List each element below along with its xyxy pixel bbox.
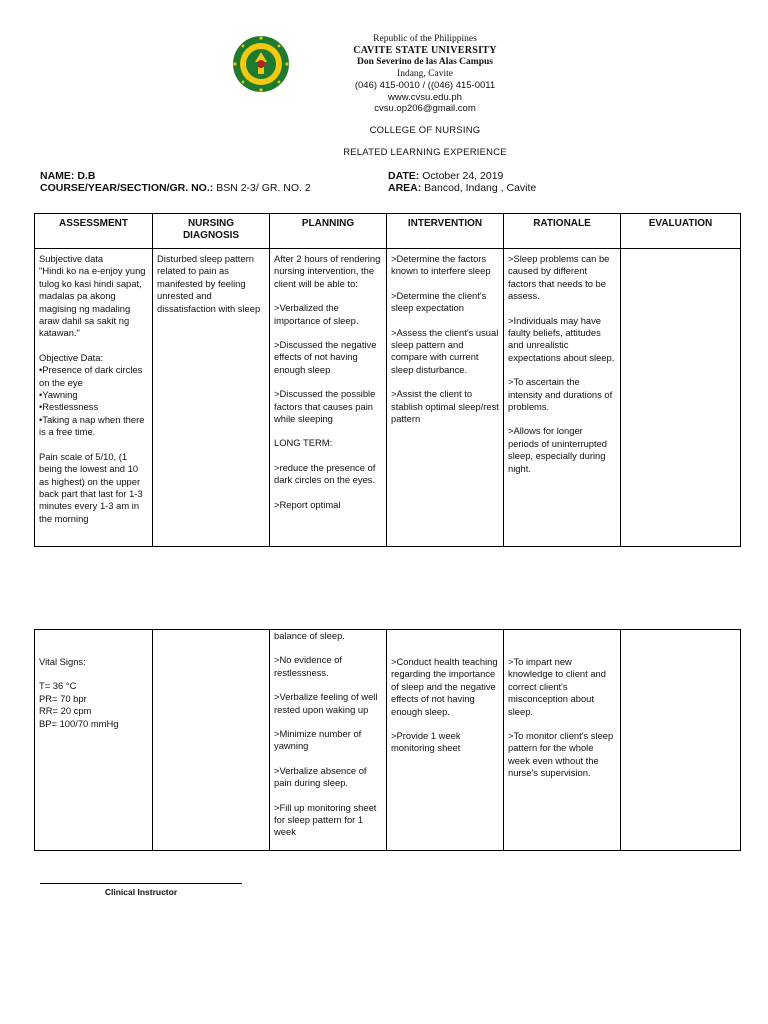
planning-item: >Verbalize feeling of well rested upon waking up [274,691,378,715]
document-title: RELATED LEARNING EXPERIENCE [343,147,507,158]
objective-item: •Taking a nap when there is a free time. [39,413,145,438]
planning-cell [270,630,387,851]
rationale-item: >To impart new knowledge to client and correct client's misconception about sleep. [508,656,606,717]
rationale-cell [504,630,621,851]
planning-item: >Discussed the possible factors that causes pain while sleeping [274,388,376,425]
header-phone: (046) 415-0010 / ((046) 415-0011 [354,80,496,91]
signature-line [40,883,242,884]
vital-blood-pressure: BP= 100/70 mmHg [39,717,119,729]
table-row [35,249,741,547]
header-university: CAVITE STATE UNIVERSITY [353,45,497,56]
pain-scale-text: Pain scale of 5/10, (1 being the lowest and 10 as highest) on the upper back part that last for 1-3 minutes every 1-3 am in the morning [39,450,143,524]
objective-item: •Yawning [39,389,78,401]
col-intervention: INTERVENTION [387,214,504,249]
rationale-item: >To ascertain the intensity and durations of problems. [508,376,613,413]
diagnosis-cell [153,630,270,851]
planning-item: >reduce the presence of dark circles on the eyes. [274,461,376,486]
intervention-item: >Determine the factors known to interfere sleep [391,253,491,277]
care-plan-table-page1 [34,213,741,547]
area-label: AREA: [388,182,422,194]
col-rationale: RATIONALE [504,214,621,249]
planning-item: balance of sleep. [274,630,345,641]
rationale-item: >Individuals may have faulty beliefs, attitudes and unrealistic expectations about sleep. [508,314,615,363]
area-value: Bancod, Indang , Cavite [424,182,537,194]
rationale-cell [504,249,621,547]
col-assessment: ASSESSMENT [35,214,153,249]
vital-respiratory-rate: RR= 20 cpm [39,705,92,717]
clinical-instructor-label: Clinical Instructor [104,887,178,897]
care-plan-table-page2 [34,629,741,851]
planning-item: >Report optimal [274,498,341,510]
evaluation-cell [621,249,741,547]
col-diagnosis-line2: DIAGNOSIS [182,230,240,241]
diagnosis-text: Disturbed sleep pattern related to pain as manifested by feeling unrested and dissatisfaction with sleep [157,253,261,314]
planning-item: >Verbalize absence of pain during sleep. [274,764,367,789]
header-website: www.cvsu.edu.ph [388,92,462,103]
date-line [388,170,503,182]
evaluation-cell [621,630,741,851]
name-label: NAME: [40,170,75,182]
header-country: Republic of the Philippines [373,34,477,44]
planning-item: After 2 hours of rendering nursing intervention, the client will be able to: [274,253,381,289]
table-row [35,630,741,851]
subjective-label: Subjective data [39,253,104,264]
assessment-cell [35,630,153,851]
vital-signs-label: Vital Signs: [39,656,86,667]
rationale-item: >To monitor client's sleep pattern for the whole week even wthout the nurse's supervision. [508,730,614,779]
planning-item: >Discussed the negative effects of not having enough sleep [274,339,377,375]
vital-temperature: T= 36 °C [39,680,77,692]
objective-item: •Restlessness [39,401,99,413]
course-value: BSN 2-3/ GR. NO. 2 [216,182,311,194]
name-value: D.B [77,170,96,182]
col-evaluation: EVALUATION [621,214,741,249]
course-label: COURSE/YEAR/SECTION/GR. NO.: [40,182,214,194]
intervention-item: >Determine the client's sleep expectation [391,289,487,314]
vital-pulse-rate: PR= 70 bpr [39,692,87,704]
intervention-item: >Provide 1 week monitoring sheet [391,730,461,754]
intervention-cell [387,249,504,547]
header-email: cvsu.op206@gmail.com [374,103,476,114]
diagnosis-cell [153,249,270,547]
col-planning: PLANNING [270,214,387,249]
assessment-cell [35,249,153,547]
planning-item: >No evidence of restlessness. [274,654,343,678]
planning-item: >Verbalized the importance of sleep. [274,302,359,326]
header-town: Indang, Cavite [397,69,453,79]
intervention-item: >Assess the client's usual sleep pattern and compare with current sleep disturbance. [391,326,499,375]
objective-item: •Presence of dark circles on the eye [39,364,143,388]
subjective-quote: "Hindi ko na e-enjoy yung tulog ko kasi hindi sapat, madalas pa akong magising ng madaling araw dahil sa sakit ng katawan." [39,265,146,339]
planning-item: >Fill up monitoring sheet for sleep pattern for 1 week [274,801,377,838]
objective-label: Objective Data: [39,351,104,363]
name-line [40,170,95,182]
planning-item: >Minimize number of yawning [274,728,362,752]
area-line [388,182,536,194]
intervention-cell [387,630,504,851]
date-label: DATE: [388,170,420,182]
planning-item: LONG TERM: [274,437,333,449]
col-diagnosis-line1: NURSING [187,218,235,229]
intervention-item: >Conduct health teaching regarding the importance of sleep and the negative effects of not having enough sleep. [391,656,498,717]
course-line [40,182,311,194]
college-name: COLLEGE OF NURSING [369,125,481,136]
rationale-item: >Sleep problems can be caused by different factors that needs to be assess. [508,253,610,302]
planning-cell [270,249,387,547]
intervention-item: >Assist the client to stablish optimal sleep/rest pattern [391,388,499,425]
table-header-row [35,214,741,249]
col-nursing-diagnosis [153,214,270,249]
date-value: October 24, 2019 [422,170,504,182]
header-campus: Don Severino de las Alas Campus [357,57,493,67]
rationale-item: >Allows for longer periods of uninterrupted sleep, especially during night. [508,425,608,474]
